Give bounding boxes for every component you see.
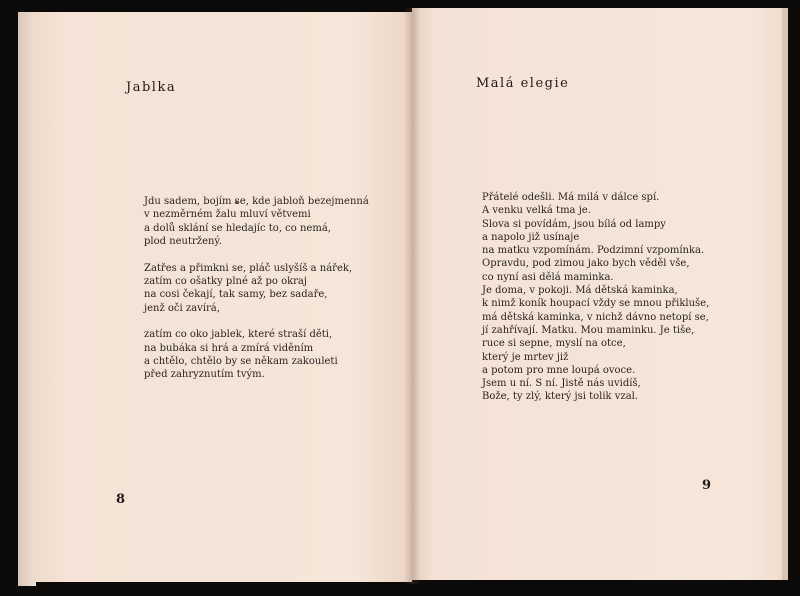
poem-line: v nezměrném žalu mluví větvemi bbox=[144, 209, 311, 221]
poem-jablka bbox=[144, 195, 369, 395]
poem-title-jablka: Jablka bbox=[126, 80, 177, 95]
poem-line: plod neutržený. bbox=[144, 235, 222, 247]
poem-line: jenž oči zavírá, bbox=[144, 302, 220, 314]
poem-line: zatím co ošatky plné až po okraj bbox=[144, 275, 307, 287]
poem-line: a chtělo, chtělo by se někam zakouleti bbox=[144, 355, 338, 367]
poem-line: Slova si povídám, jsou bílá od lampy bbox=[482, 218, 666, 230]
poem-title-mala-elegie: Malá elegie bbox=[476, 76, 570, 91]
poem-line: Jsem u ní. S ní. Jistě nás uvidíš, bbox=[482, 378, 641, 390]
poem-line: co nyní asi dělá maminka. bbox=[482, 271, 614, 283]
poem-line: k nimž koník houpací vždy se mnou přikluše, bbox=[482, 298, 710, 310]
stanza bbox=[144, 328, 369, 381]
poem-line: který je mrtev již bbox=[482, 351, 569, 363]
poem-line: Je doma, v pokoji. Má dětská kaminka, bbox=[482, 285, 678, 297]
right-page bbox=[412, 8, 784, 580]
poem-line: Zatřes a přimkni se, pláč uslyšíš a nářek, bbox=[144, 262, 353, 274]
poem-line: na matku vzpomínám. Podzimní vzpomínka. bbox=[482, 245, 705, 257]
stanza bbox=[144, 195, 369, 248]
poem-line: jí zahřívají. Matku. Mou maminku. Je tiše, bbox=[482, 324, 695, 336]
poem-line: A venku velká tma je. bbox=[482, 205, 591, 217]
book-gutter bbox=[404, 8, 420, 584]
poem-line: na cosi čekají, tak samy, bez sadaře, bbox=[144, 289, 328, 301]
page-number: 8 bbox=[116, 492, 126, 507]
poem-line: na bubáka si hrá a zmírá viděním bbox=[144, 342, 314, 354]
poem-line: Přátelé odešli. Má milá v dálce spí. bbox=[482, 192, 660, 203]
page-number: 9 bbox=[702, 478, 712, 493]
poem-line: a dolů sklání se hledajíc to, co nemá, bbox=[144, 222, 331, 234]
poem-line: Opravdu, pod zimou jako bych věděl vše, bbox=[482, 258, 690, 270]
poem-line: a napolo již usínaje bbox=[482, 231, 580, 243]
stanza bbox=[144, 262, 369, 315]
poem-line: zatím co oko jablek, které straší děti, bbox=[144, 329, 333, 341]
poem-line: a potom pro mne loupá ovoce. bbox=[482, 364, 636, 376]
poem-line: ruce si sepne, myslí na otce, bbox=[482, 338, 626, 350]
poem-line: Bože, ty zlý, který jsi tolik vzal. bbox=[482, 391, 639, 403]
page-edge bbox=[782, 8, 788, 580]
left-page bbox=[34, 12, 412, 582]
poem-line: Jdu sadem, bojím se, kde jabloň bezejmenná bbox=[144, 196, 369, 207]
poem-mala-elegie bbox=[482, 191, 709, 404]
poem-line: má dětská kaminka, v nichž dávno netopí se, bbox=[482, 311, 709, 323]
poem-line: před zahryznutím tvým. bbox=[144, 369, 265, 381]
